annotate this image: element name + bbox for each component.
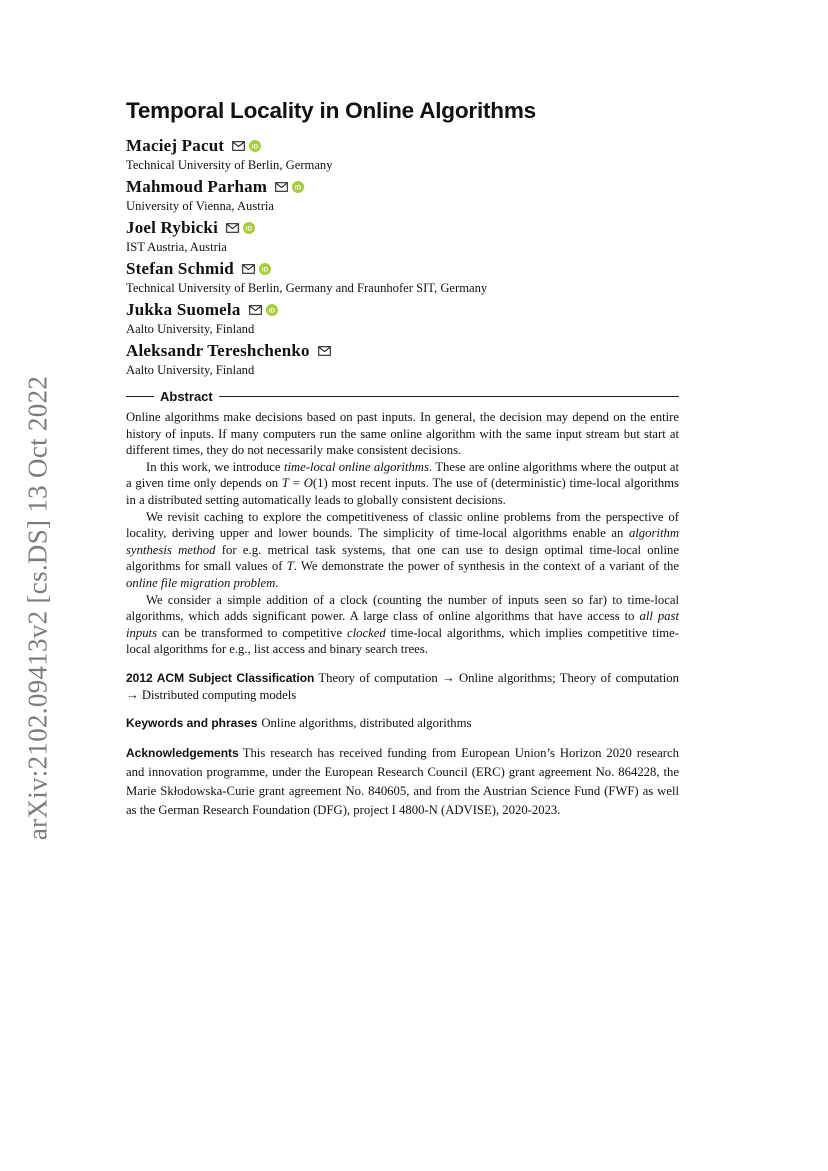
text-run: (1) most recent inputs. The use of (deterministic) time-local algorithms in a distributed setting automatically leads to globally consistent decisions. (126, 476, 679, 507)
envelope-icon[interactable] (232, 141, 245, 151)
acm-text: Theory of computation → Online algorithms; Theory of computation → Distributed computing models (126, 670, 679, 702)
author-name: Stefan Schmid (126, 259, 234, 278)
author-name: Mahmoud Parham (126, 177, 268, 196)
envelope-icon[interactable] (249, 305, 262, 315)
author-affiliation: Aalto University, Finland (126, 363, 255, 377)
envelope-icon[interactable] (242, 264, 255, 274)
svg-text:iD: iD (252, 143, 259, 151)
author-list (126, 136, 679, 378)
svg-text:iD: iD (261, 266, 269, 274)
text-run: for e.g. metrical task systems, that one can use to design optimal time-local online algorithms for small values of (126, 542, 680, 574)
author-name: Joel Rybicki (126, 218, 218, 237)
abstract-paragraph (126, 509, 679, 592)
math-variable: T (281, 476, 289, 491)
envelope-icon[interactable] (318, 346, 331, 356)
text-run: . (275, 575, 279, 590)
rule-line (219, 396, 679, 397)
arxiv-identifier: arXiv:2102.09413v2 [cs.DS] 13 Oct 2022 (22, 375, 53, 841)
author-entry (126, 341, 679, 378)
author-affiliation: IST Austria, Austria (126, 240, 227, 254)
abstract-body (126, 409, 679, 658)
keywords-block (126, 715, 679, 732)
emphasis-text: time-local online algorithms (283, 459, 429, 474)
svg-text:iD: iD (268, 307, 275, 315)
abstract-heading: Abstract (160, 389, 213, 404)
keywords-label: Keywords and phrases (126, 716, 258, 731)
envelope-icon[interactable] (226, 223, 239, 233)
math-variable: O (303, 476, 313, 491)
abstract-paragraph: Online algorithms make decisions based on past inputs. In general, the decision may depend on the entire history of inputs. If many computers run the same online algorithm with the same input stream but start at different times, they do not necessarily make consistent decisions. (126, 410, 679, 458)
author-affiliation: University of Vienna, Austria (126, 199, 275, 213)
svg-text:iD: iD (245, 225, 253, 233)
abstract-paragraph (126, 459, 679, 509)
author-affiliation: Technical University of Berlin, Germany and Fraunhofer SIT, Germany (126, 281, 488, 295)
rule-line (126, 396, 154, 397)
acknowledgements-block (126, 744, 679, 820)
text-run: We revisit caching to explore the competitiveness of classic online problems from the perspective of locality, deriving upper and lower bounds. The simplicity of time-local algorithms enable an (126, 509, 679, 541)
author-name: Maciej Pacut (126, 136, 225, 155)
text-run: We consider a simple addition of a clock (counting the number of inputs seen so far) to time-local algorithms, which adds significant power. A large class of online algorithms that have access to (126, 592, 679, 624)
text-run: can be transformed to competitive (157, 625, 348, 640)
author-entry (126, 177, 679, 214)
acm-classification (126, 670, 679, 703)
orcid-icon[interactable] (259, 263, 271, 275)
emphasis-text: all past inputs (126, 609, 679, 640)
orcid-icon[interactable] (249, 140, 261, 152)
paper-first-page (126, 98, 679, 820)
author-entry (126, 300, 679, 337)
text-run: . We demonstrate the power of synthesis in the context of a variant of the (293, 559, 679, 574)
emphasis-text: algorithm synthesis method (126, 526, 679, 557)
svg-text:iD: iD (295, 184, 302, 192)
author-entry (126, 218, 679, 255)
text-run: . These are online algorithms where the output at a given time only depends on (126, 459, 680, 491)
author-name: Aleksandr Tereshchenko (126, 341, 310, 360)
orcid-icon[interactable] (292, 181, 304, 193)
paper-title: Temporal Locality in Online Algorithms (126, 98, 536, 123)
author-affiliation: Aalto University, Finland (126, 322, 255, 336)
text-run: = (288, 476, 304, 491)
acknowledgements-label: Acknowledgements (126, 745, 239, 760)
abstract-header (126, 389, 679, 404)
acm-label: 2012 ACM Subject Classification (126, 670, 315, 685)
orcid-icon[interactable] (266, 304, 278, 316)
emphasis-text: online file migration problem (126, 575, 276, 590)
emphasis-text: clocked (347, 625, 386, 640)
abstract-paragraph (126, 592, 679, 658)
author-entry (126, 136, 679, 173)
keywords-text: Online algorithms, distributed algorithms (261, 716, 472, 731)
text-run: time-local algorithms, which implies competitive time-local algorithms for e.g., list access and binary search trees. (126, 625, 679, 657)
math-variable: T (286, 559, 294, 574)
author-name: Jukka Suomela (126, 300, 241, 319)
author-affiliation: Technical University of Berlin, Germany (126, 158, 333, 172)
author-entry (126, 259, 679, 296)
text-run: In this work, we introduce (146, 459, 284, 474)
acknowledgements-text: This research has received funding from European Union’s Horizon 2020 research and innovation programme, under the European Research Council (ERC) grant agreement No. 864228, the Marie Skłodowska-Curie grant agreement No. 840605, and from the Austrian Science Fund (FWF) as well as the German Research Foundation (DFG), project I 4800-N (ADVISE), 2020-2023. (126, 745, 679, 817)
orcid-icon[interactable] (243, 222, 255, 234)
envelope-icon[interactable] (275, 182, 288, 192)
